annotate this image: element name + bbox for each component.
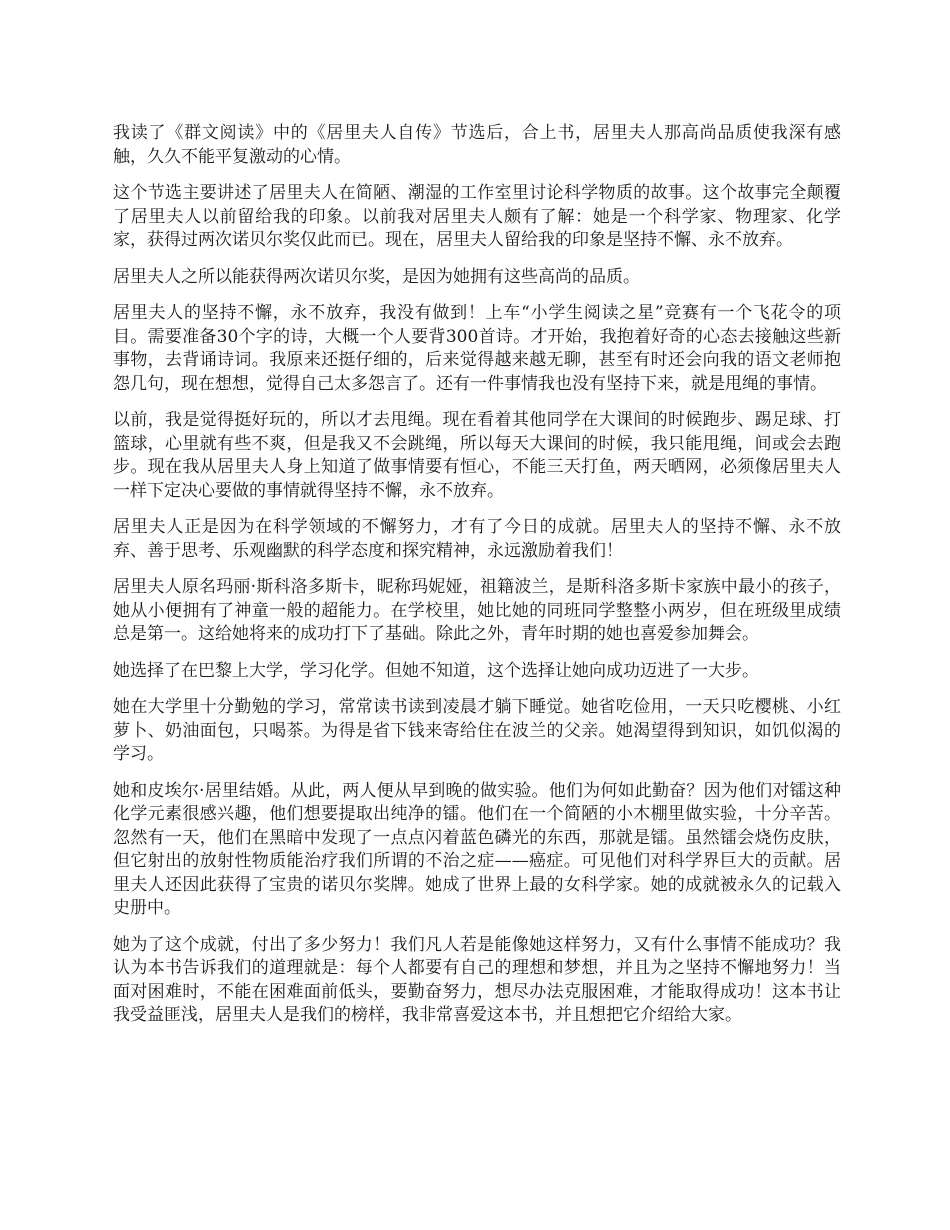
paragraph: 她为了这个成就，付出了多少努力！我们凡人若是能像她这样努力，又有什么事情不能成功？我认为本书告诉我们的道理就是：每个人都要有自己的理想和梦想，并且为之坚持不懈地努力！当面对困难时，不能在困难面前低头，要勤奋努力，想尽办法克服困难，才能取得成功！这本书让我受益匪浅，居里夫人是我们的榜样，我非常喜爱这本书，并且想把它介绍给大家。 bbox=[113, 934, 841, 1025]
paragraph: 她选择了在巴黎上大学，学习化学。但她不知道，这个选择让她向成功迈进了一大步。 bbox=[113, 660, 759, 681]
paragraph: 这个节选主要讲述了居里夫人在简陋、潮湿的工作室里讨论科学物质的故事。这个故事完全颠覆了居里夫人以前留给我的印象。以前我对居里夫人颇有了解：她是一个科学家、物理家、化学家，获得过两次诺贝尔奖仅此而已。现在，居里夫人留给我的印象是坚持不懈、永不放弃。 bbox=[113, 183, 841, 250]
paragraph: 居里夫人正是因为在科学领域的不懈努力，才有了今日的成就。居里夫人的坚持不懈、永不放弃、善于思考、乐观幽默的科学态度和探究精神，永远激励着我们！ bbox=[113, 517, 841, 561]
paragraph: 她在大学里十分勤勉的学习，常常读书读到凌晨才躺下睡觉。她省吃俭用，一天只吃樱桃、小红萝卜、奶油面包，只喝茶。为得是省下钱来寄给住在波兰的父亲。她渴望得到知识，如饥似渴的学习。 bbox=[113, 697, 841, 764]
paragraph: 居里夫人的坚持不懈，永不放弃，我没有做到！上车“小学生阅读之星”竞赛有一个飞花令的项目。需要准备30个字的诗，大概一个人要背300首诗。才开始，我抱着好奇的心态去接触这些新事物，去背诵诗词。我原来还挺仔细的，后来觉得越来越无聊，甚至有时还会向我的语文老师抱怨几句，现在想想，觉得自己太多怨言了。还有一件事情我也没有坚持下来，就是甩绳的事情。 bbox=[113, 303, 841, 394]
paragraph: 居里夫人原名玛丽·斯科洛多斯卡，昵称玛妮娅，祖籍波兰，是斯科洛多斯卡家族中最小的孩子，她从小便拥有了神童一般的超能力。在学校里，她比她的同班同学整整小两岁，但在班级里成绩总是第一。这给她将来的成功打下了基础。除此之外，青年时期的她也喜爱参加舞会。 bbox=[113, 577, 841, 644]
document-body bbox=[113, 122, 841, 1041]
paragraph: 以前，我是觉得挺好玩的，所以才去甩绳。现在看着其他同学在大课间的时候跑步、踢足球、打篮球，心里就有些不爽，但是我又不会跳绳，所以每天大课间的时候，我只能甩绳，间或会去跑步。现在我从居里夫人身上知道了做事情要有恒心，不能三天打鱼，两天晒网，必须像居里夫人一样下定决心要做的事情就得坚持不懈，永不放弃。 bbox=[113, 410, 841, 501]
paragraph: 她和皮埃尔·居里结婚。从此，两人便从早到晚的做实验。他们为何如此勤奋？因为他们对镭这种化学元素很感兴趣，他们想要提取出纯净的镭。他们在一个简陋的小木棚里做实验，十分辛苦。忽然有一天，他们在黑暗中发现了一点点闪着蓝色磷光的东西，那就是镭。虽然镭会烧伤皮肤，但它射出的放射性物质能治疗我们所谓的不治之症——癌症。可见他们对科学界巨大的贡献。居里夫人还因此获得了宝贵的诺贝尔奖牌。她成了世界上最的女科学家。她的成就被永久的记载入史册中。 bbox=[113, 780, 841, 918]
paragraph: 我读了《群文阅读》中的《居里夫人自传》节选后，合上书，居里夫人那高尚品质使我深有感触，久久不能平复激动的心情。 bbox=[113, 123, 841, 167]
paragraph: 居里夫人之所以能获得两次诺贝尔奖，是因为她拥有这些高尚的品质。 bbox=[113, 266, 640, 287]
